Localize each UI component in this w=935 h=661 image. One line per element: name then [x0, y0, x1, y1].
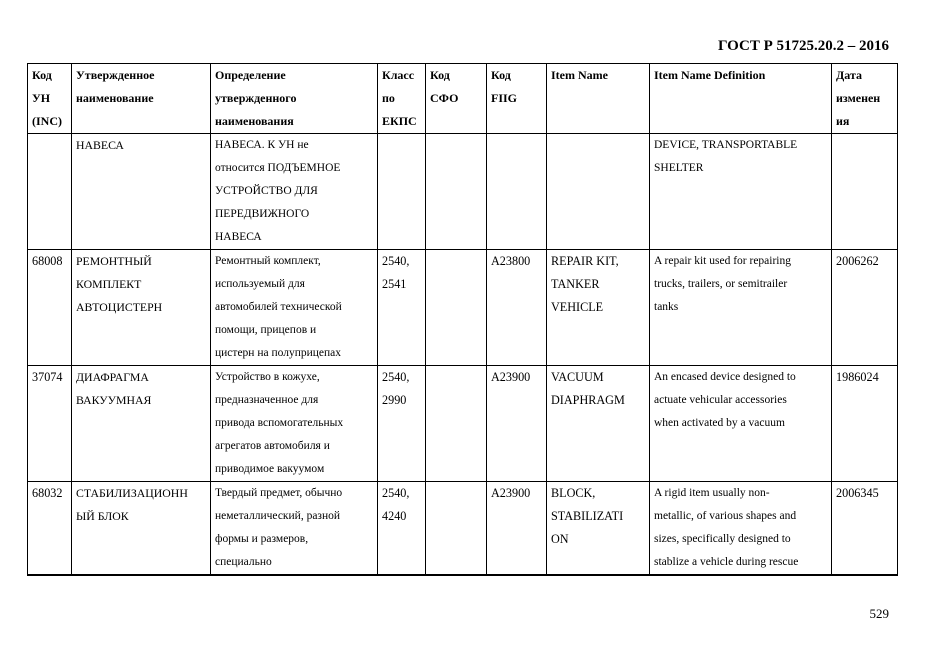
cell-line: Ремонтный комплект,	[215, 255, 321, 267]
column-header-line: Код	[32, 68, 52, 82]
column-header-line: СФО	[430, 91, 459, 105]
column-header-line: УН	[32, 91, 51, 105]
cell-line: неметаллический, разной	[215, 510, 341, 522]
column-header-line: наименования	[215, 114, 294, 128]
item-definition-cell	[650, 134, 832, 250]
cell-line: 2540,	[382, 370, 410, 384]
cell-line: относится ПОДЪЕМНОЕ	[215, 162, 341, 174]
cell-line: 2990	[382, 393, 407, 407]
cell-line: A repair kit used for repairing	[654, 255, 791, 267]
cell-line: специально	[215, 556, 272, 568]
table-row	[28, 250, 898, 366]
column-header-line: наименование	[76, 91, 154, 105]
class-cell	[378, 134, 426, 250]
column-header	[211, 64, 378, 134]
item-name-cell	[547, 250, 650, 366]
column-header-line: по	[382, 91, 395, 105]
cell-line: УСТРОЙСТВО ДЛЯ	[215, 185, 318, 197]
cell-line: SHELTER	[654, 162, 704, 174]
column-header	[832, 64, 898, 134]
cell-line: STABILIZATI	[551, 509, 624, 523]
cell-line: 2540,	[382, 254, 410, 268]
sfo-code-cell	[426, 482, 487, 576]
cell-line: REPAIR KIT,	[551, 254, 619, 268]
fiig-code-cell	[487, 250, 547, 366]
cell-line: 2540,	[382, 486, 410, 500]
cell-line: DIAPHRAGM	[551, 393, 625, 407]
column-header-line: Код	[430, 68, 450, 82]
inc-code-cell	[28, 250, 72, 366]
cell-line: Устройство в кожухе,	[215, 371, 320, 383]
item-definition-cell	[650, 482, 832, 576]
definition-cell	[211, 482, 378, 576]
column-header	[28, 64, 72, 134]
inc-code-cell	[28, 366, 72, 482]
item-definition-cell	[650, 250, 832, 366]
cell-line: НАВЕСА	[215, 231, 262, 243]
column-header	[72, 64, 211, 134]
definition-cell	[211, 366, 378, 482]
sfo-code-cell	[426, 366, 487, 482]
cell-line: 2541	[382, 277, 407, 291]
cell-line: КОМПЛЕКТ	[76, 277, 142, 291]
column-header-line: ЕКПС	[382, 114, 417, 128]
cell-line: ЫЙ БЛОК	[76, 509, 129, 523]
column-header	[487, 64, 547, 134]
item-name-cell	[547, 366, 650, 482]
cell-line: sizes, specifically designed to	[654, 533, 791, 545]
cell-line: stablize a vehicle during rescue	[654, 556, 799, 568]
table-header-row	[28, 64, 898, 134]
column-header-line: ия	[836, 114, 850, 128]
sfo-code-cell	[426, 250, 487, 366]
cell-line: цистерн на полуприцепах	[215, 347, 342, 359]
item-name-cell	[547, 482, 650, 576]
cell-line: ПЕРЕДВИЖНОГО	[215, 208, 310, 220]
cell-line: A23900	[491, 370, 531, 384]
cell-line: НАВЕСА. К УН не	[215, 139, 309, 151]
cell-line: An encased device designed to	[654, 371, 796, 383]
cell-line: помощи, прицепов и	[215, 324, 317, 336]
column-header	[547, 64, 650, 134]
cell-line: 37074	[32, 370, 63, 384]
inc-code-cell	[28, 134, 72, 250]
cell-line: A23900	[491, 486, 531, 500]
cell-line: автомобилей технической	[215, 301, 342, 313]
item-definition-cell	[650, 366, 832, 482]
inc-code-cell	[28, 482, 72, 576]
cell-line: metallic, of various shapes and	[654, 510, 797, 522]
cell-line: A rigid item usually non-	[654, 487, 770, 499]
column-header-line: изменен	[836, 91, 881, 105]
cell-line: 68008	[32, 254, 63, 268]
cell-line: BLOCK,	[551, 486, 596, 500]
column-header-line: Дата	[836, 68, 862, 82]
column-header-line: Код	[491, 68, 511, 82]
cell-line: VACUUM	[551, 370, 604, 384]
cell-line: 68032	[32, 486, 63, 500]
approved-name-cell	[72, 250, 211, 366]
item-name-cell	[547, 134, 650, 250]
definition-cell	[211, 250, 378, 366]
cell-line: 2006262	[836, 254, 879, 268]
fiig-code-cell	[487, 134, 547, 250]
cell-line: ДИАФРАГМА	[76, 370, 149, 384]
document-standard-header: ГОСТ Р 51725.20.2 – 2016	[717, 38, 889, 54]
cell-line: СТАБИЛИЗАЦИОНН	[76, 486, 188, 500]
approved-name-cell	[72, 366, 211, 482]
column-header-line: утвержденного	[215, 91, 297, 105]
cell-line: приводимое вакуумом	[215, 463, 325, 475]
class-cell	[378, 366, 426, 482]
table-row	[28, 482, 898, 576]
cell-line: НАВЕСА	[76, 138, 124, 152]
change-date-cell	[832, 134, 898, 250]
change-date-cell	[832, 482, 898, 576]
cell-line: ON	[551, 532, 569, 546]
cell-line: привода вспомогательных	[215, 417, 344, 429]
cell-line: ВАКУУМНАЯ	[76, 393, 152, 407]
page-number: 529	[869, 606, 889, 621]
cell-line: TANKER	[551, 277, 600, 291]
cell-line: when activated by a vacuum	[654, 417, 785, 429]
cell-line: агрегатов автомобиля и	[215, 440, 330, 452]
column-header-line: Item Name	[551, 68, 608, 82]
table-row	[28, 134, 898, 250]
fiig-code-cell	[487, 366, 547, 482]
class-cell	[378, 250, 426, 366]
column-header	[378, 64, 426, 134]
cell-line: предназначенное для	[215, 394, 319, 406]
approved-name-cell	[72, 482, 211, 576]
cell-line: 1986024	[836, 370, 879, 384]
definition-cell	[211, 134, 378, 250]
change-date-cell	[832, 366, 898, 482]
cell-line: РЕМОНТНЫЙ	[76, 254, 152, 268]
cell-line: tanks	[654, 301, 679, 313]
class-cell	[378, 482, 426, 576]
cell-line: АВТОЦИСТЕРН	[76, 300, 163, 314]
cell-line: DEVICE, TRANSPORTABLE	[654, 139, 798, 151]
classification-table	[27, 63, 898, 576]
column-header-line: Item Name Definition	[654, 68, 766, 82]
change-date-cell	[832, 250, 898, 366]
table-row	[28, 366, 898, 482]
cell-line: Твердый предмет, обычно	[215, 487, 343, 499]
column-header-line: FIIG	[491, 91, 518, 105]
column-header	[650, 64, 832, 134]
column-header-line: Определение	[215, 68, 286, 82]
cell-line: VEHICLE	[551, 300, 604, 314]
cell-line: trucks, trailers, or semitrailer	[654, 278, 788, 290]
fiig-code-cell	[487, 482, 547, 576]
column-header	[426, 64, 487, 134]
cell-line: формы и размеров,	[215, 533, 309, 545]
cell-line: 4240	[382, 509, 407, 523]
approved-name-cell	[72, 134, 211, 250]
sfo-code-cell	[426, 134, 487, 250]
cell-line: A23800	[491, 254, 531, 268]
column-header-line: Класс	[382, 68, 415, 82]
column-header-line: Утвержденное	[76, 68, 155, 82]
cell-line: используемый для	[215, 278, 305, 290]
cell-line: 2006345	[836, 486, 879, 500]
cell-line: actuate vehicular accessories	[654, 394, 787, 406]
column-header-line: (INC)	[32, 114, 62, 128]
